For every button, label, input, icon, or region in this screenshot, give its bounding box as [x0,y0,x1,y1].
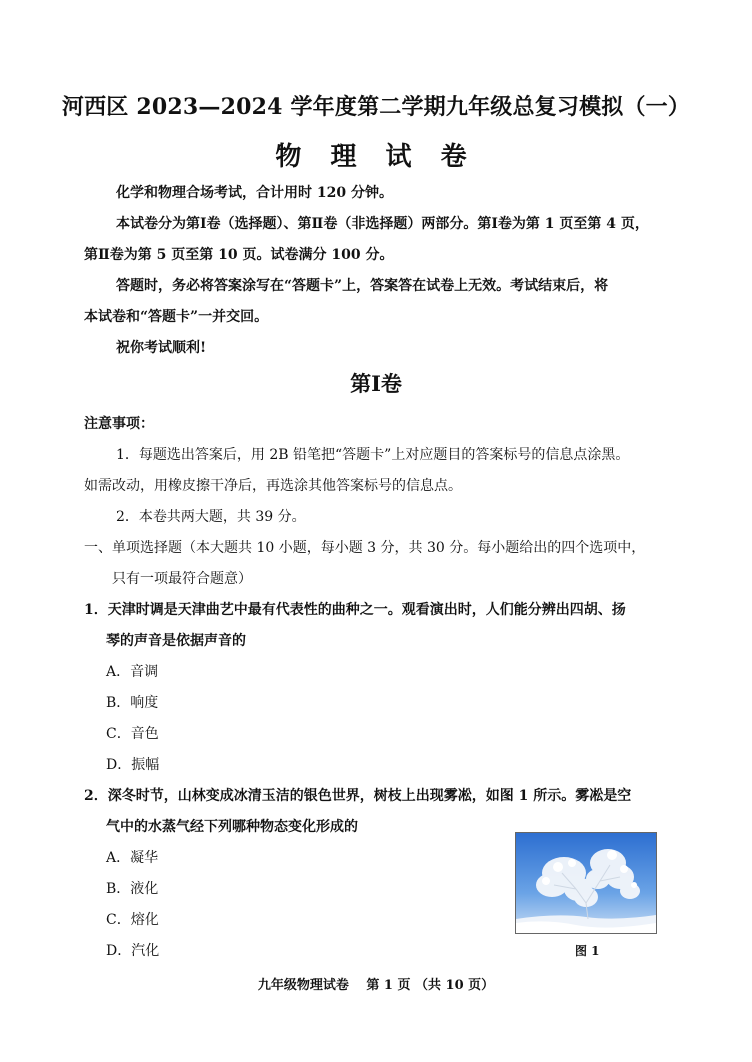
intro-line-3a: 答题时，务必将答案涂写在“答题卡”上，答案答在试卷上无效。考试结束后，将 [116,278,609,294]
notice-item-1b: 如需改动，用橡皮擦干净后，再选涂其他答案标号的信息点。 [84,478,462,494]
rime-tree-illustration [516,833,656,933]
part-heading-b: 只有一项最符合题意） [112,571,252,587]
intro-line-2b: 第Ⅱ卷为第 5 页至第 10 页。试卷满分 100 分。 [84,247,394,263]
question-1-option-a: A．音调 [106,664,159,680]
question-1-stem-a: 1．天津时调是天津曲艺中最有代表性的曲种之一。观看演出时，人们能分辨出四胡、扬 [84,602,626,618]
part-heading-a: 一、单项选择题（本大题共 10 小题，每小题 3 分，共 30 分。每小题给出的四个选项中， [84,540,646,556]
question-2-stem-b: 气中的水蒸气经下列哪种物态变化形成的 [106,819,358,835]
question-2-stem-a: 2．深冬时节，山林变成冰清玉洁的银色世界，树枝上出现雾凇，如图 1 所示。雾凇是空 [84,788,632,804]
question-1-option-d: D．振幅 [106,757,160,773]
notice-item-1a: 1．每题选出答案后，用 2B 铅笔把“答题卡”上对应题目的答案标号的信息点涂黑。 [116,447,630,463]
intro-line-2a: 本试卷分为第Ⅰ卷（选择题）、第Ⅱ卷（非选择题）两部分。第Ⅰ卷为第 1 页至第 4 页， [116,216,649,232]
question-2-option-b: B．液化 [106,881,159,897]
notice-item-2: 2．本卷共两大题，共 39 分。 [116,509,306,525]
question-2-option-c: C．熔化 [106,912,159,928]
section-title: 第Ⅰ卷 [350,371,402,396]
page-footer: 九年级物理试卷 第 1 页 （共 10 页） [257,978,495,993]
question-1-option-c: C．音色 [106,726,159,742]
question-1-stem-b: 琴的声音是依据声音的 [106,633,246,649]
intro-line-1: 化学和物理合场考试，合计用时 120 分钟。 [116,185,393,201]
exam-title: 河西区 2023—2024 学年度第二学期九年级总复习模拟（一） [61,94,691,120]
figure-1-rime-tree-image [515,832,657,934]
question-2-option-d: D．汽化 [106,943,160,959]
subject-title: 物 理 试 卷 [275,142,477,172]
intro-line-3b: 本试卷和“答题卡”一并交回。 [84,309,269,325]
notice-label: 注意事项： [84,416,154,432]
question-2-option-a: A．凝华 [106,850,159,866]
question-1-option-b: B．响度 [106,695,159,711]
intro-line-4: 祝你考试顺利! [116,340,207,356]
figure-1-caption: 图 1 [575,944,600,958]
